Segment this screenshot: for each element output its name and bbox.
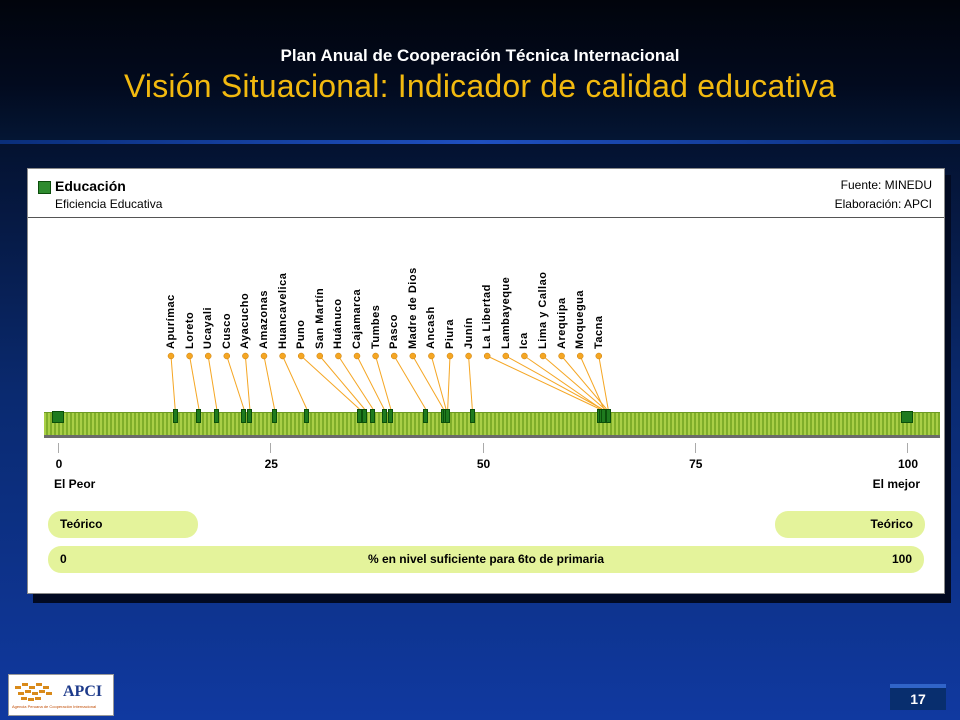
region-label: Tacna	[592, 315, 605, 349]
region-label: Huánuco	[332, 298, 345, 349]
axis-tick-label: 0	[55, 457, 63, 471]
slide-subtitle: Plan Anual de Cooperación Técnica Internacional	[280, 46, 680, 65]
metric-bar	[48, 546, 924, 573]
region-label: Puno	[295, 319, 308, 349]
region-marker	[214, 409, 219, 423]
region-label: Apurímac	[165, 294, 177, 349]
theoretical-left-label: Teórico	[60, 517, 103, 531]
best-endpoint-marker	[901, 411, 913, 423]
region-label: Ayacucho	[239, 292, 252, 349]
region-marker	[388, 409, 393, 423]
indicator-label: Eficiencia Educativa	[55, 197, 163, 211]
region-marker	[382, 409, 387, 423]
theoretical-left-pill	[48, 511, 198, 538]
region-label: Ancash	[425, 306, 438, 349]
worst-label: El Peor	[54, 477, 96, 491]
region-label: Lambayeque	[499, 276, 512, 349]
region-marker	[241, 409, 246, 423]
region-label: San Martín	[313, 287, 326, 349]
category-label: Educación	[55, 178, 126, 194]
page-number: 17	[890, 684, 946, 710]
metric-min: 0	[60, 552, 67, 566]
region-marker	[304, 409, 309, 423]
axis-tick	[483, 443, 484, 453]
region-label: Arequipa	[555, 297, 568, 349]
region-marker	[362, 409, 367, 423]
apci-logo-text: APCI	[63, 683, 103, 700]
source-label: Fuente: MINEDU	[840, 178, 932, 192]
axis-tick-label: 100	[897, 457, 919, 471]
region-label: Piura	[444, 318, 456, 349]
region-marker	[196, 409, 201, 423]
region-label: Cusco	[220, 312, 233, 349]
apci-logo-caption: Agencia Peruana de Cooperación Internacional	[12, 704, 97, 709]
metric-label: % en nivel suficiente para 6to de primaria	[367, 552, 605, 566]
axis-tick-label: 25	[264, 457, 278, 471]
region-marker	[173, 409, 178, 423]
region-marker	[370, 409, 375, 423]
theoretical-right-label: Teórico	[870, 517, 913, 531]
axis-tick-label: 75	[689, 457, 703, 471]
apci-logo	[8, 674, 114, 716]
theoretical-right-pill	[775, 511, 925, 538]
elaboration-label: Elaboración: APCI	[834, 197, 932, 211]
apci-logo-mark	[15, 682, 53, 702]
region-label: Ucayali	[202, 306, 215, 349]
region-label: Pasco	[388, 314, 401, 349]
region-label: Junín	[462, 317, 475, 349]
scale-bar	[44, 412, 940, 435]
region-label: Ica	[518, 332, 531, 349]
region-label: La Libertad	[481, 284, 494, 349]
worst-endpoint-marker	[52, 411, 64, 423]
region-label: Huancavelica	[276, 272, 289, 349]
slide-title: Visión Situacional: Indicador de calidad educativa	[123, 68, 837, 104]
region-marker	[445, 409, 450, 423]
region-label: Moquegua	[574, 290, 587, 349]
region-marker	[606, 409, 611, 423]
region-marker	[272, 409, 277, 423]
region-label: Loreto	[183, 311, 196, 349]
axis-tick	[695, 443, 696, 453]
scale-bar-shadow	[44, 435, 940, 438]
axis-tick	[270, 443, 271, 453]
axis-tick-label: 50	[476, 457, 491, 471]
axis-tick	[58, 443, 59, 453]
region-label: Madre de Dios	[406, 267, 419, 349]
axis-tick	[907, 443, 908, 453]
metric-max: 100	[891, 552, 912, 566]
region-marker	[247, 409, 252, 423]
region-label: Amazonas	[258, 289, 270, 349]
title-rule	[0, 140, 960, 144]
region-label: Cajamarca	[351, 288, 363, 349]
region-label: Lima y Callao	[537, 271, 549, 349]
region-label: Tumbes	[369, 304, 382, 349]
indicator-panel	[27, 168, 945, 594]
best-label: El mejor	[872, 477, 920, 491]
region-marker	[423, 409, 428, 423]
region-marker	[470, 409, 475, 423]
